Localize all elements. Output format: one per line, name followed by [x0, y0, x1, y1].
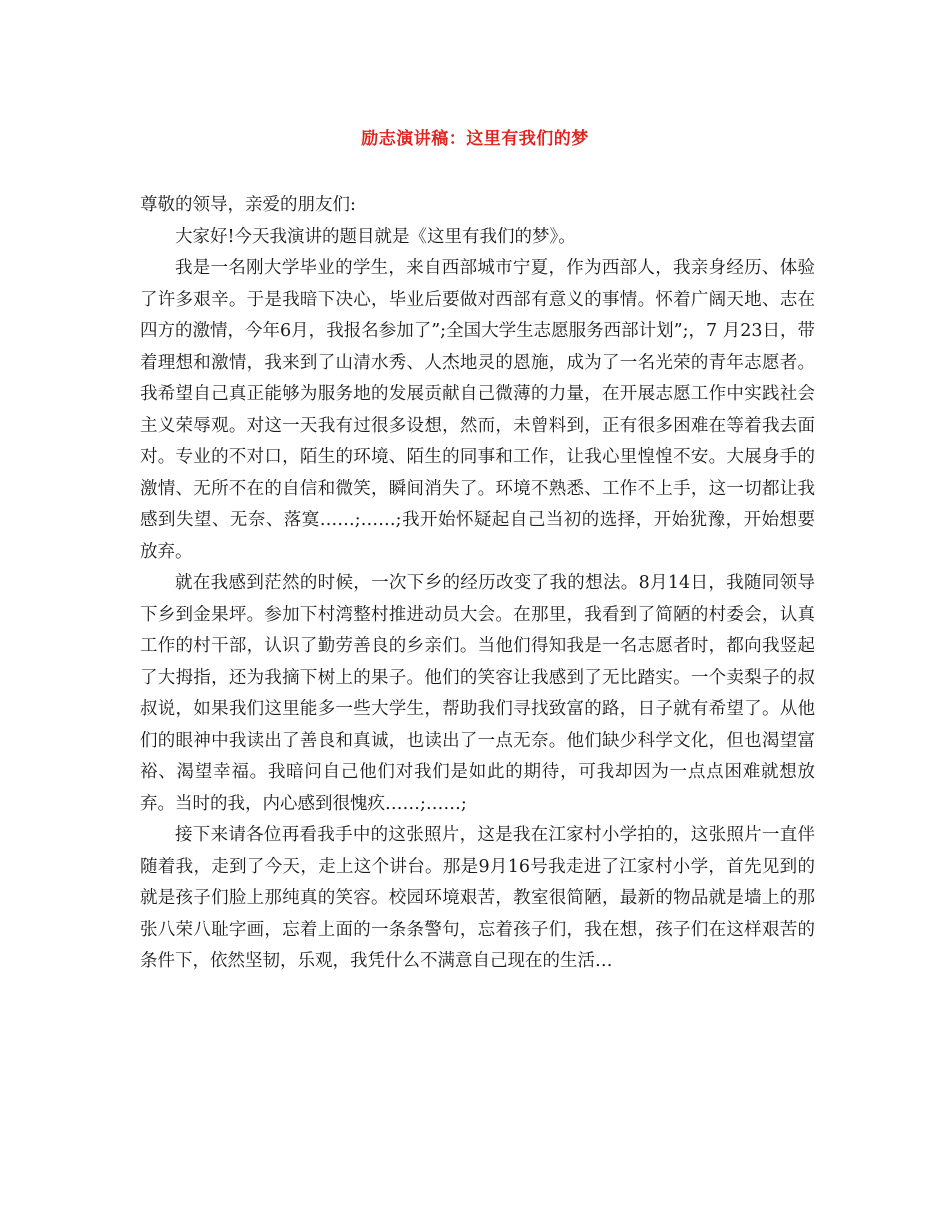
paragraph-3: 就在我感到茫然的时候，一次下乡的经历改变了我的想法。8月14日，我随同领导下乡到金果坪。参加下村湾整村推进动员大会。在那里，我看到了简陋的村委会，认真工作的村干部，认识了勤劳善良的乡亲们。当他们得知我是一名志愿者时，都向我竖起了大拇指，还为我摘下树上的果子。他们的笑容让我感到了无比踏实。一个卖梨子的叔叔说，如果我们这里能多一些大学生，帮助我们寻找致富的路，日子就有希望了。从他们的眼神中我读出了善良和真诚，也读出了一点无奈。他们缺少科学文化，但也渴望富裕、渴望幸福。我暗问自己他们对我们是如此的期待，可我却因为一点点困难就想放弃。当时的我，内心感到很愧疚……;……; [140, 573, 815, 814]
document-title: 励志演讲稿：这里有我们的梦 [361, 129, 589, 149]
paragraph-4: 接下来请各位再看我手中的这张照片，这是我在江家村小学拍的，这张照片一直伴随着我，走到了今天，走上这个讲台。那是9月16号我走进了江家村小学，首先见到的就是孩子们脸上那纯真的笑容。校园环境艰苦，教室很简陋，最新的物品就是墙上的那张八荣八耻字画，忘着上面的一条条警句，忘着孩子们，我在想，孩子们在这样艰苦的条件下，依然坚韧，乐观，我凭什么不满意自己现在的生活… [140, 825, 815, 971]
document-body [140, 190, 815, 978]
paragraph-1: 大家好!今天我演讲的题目就是《这里有我们的梦》。 [175, 226, 576, 247]
paragraph-2: 我是一名刚大学毕业的学生，来自西部城市宁夏，作为西部人，我亲身经历、体验了许多艰辛。于是我暗下决心，毕业后要做对西部有意义的事情。怀着广阔天地、志在四方的激情，今年6月，我报名参加了”;全国大学生志愿服务西部计划”;，7 月23日，带着理想和激情，我来到了山清水秀、人杰地灵的恩施，成为了一名光荣的青年志愿者。我希望自己真正能够为服务地的发展贡献自己微薄的力量，在开展志愿工作中实践社会主义荣辱观。对这一天我有过很多设想，然而，未曾料到，正有很多困难在等着我去面对。专业的不对口，陌生的环境、陌生的同事和工作，让我心里惶惶不安。大展身手的激情、无所不在的自信和微笑，瞬间消失了。环境不熟悉、工作不上手，这一切都让我感到失望、无奈、落寞……;……;我开始怀疑起自己当初的选择，开始犹豫，开始想要放弃。 [140, 258, 815, 562]
salutation: 尊敬的领导，亲爱的朋友们: [140, 195, 356, 215]
